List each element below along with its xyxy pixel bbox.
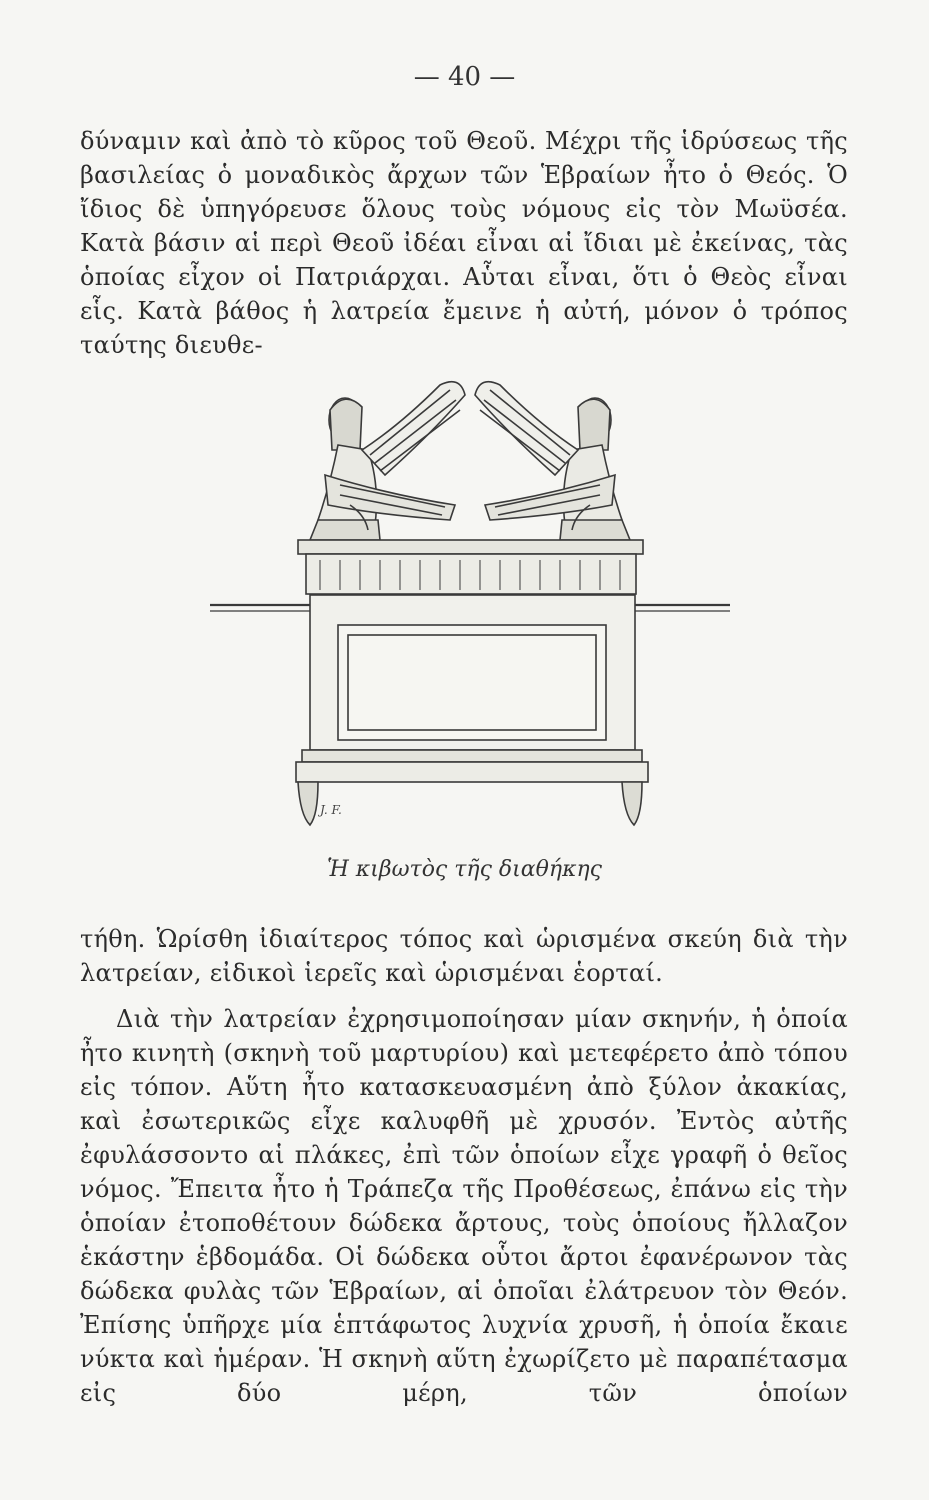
left-cherub <box>310 382 465 540</box>
paragraph-1: δύναμιν καὶ ἀπὸ τὸ κῦρος τοῦ Θεοῦ. Μέχρι τῆς ἱδρύσεως τῆς βασιλείας ὁ μοναδικὸς ἄρχων τῶν Ἑβραίων ἦτο ὁ Θεός. Ὁ ἴδιος δὲ ὑπηγόρευσε ὅλους τοὺς νόμους εἰς τὸν Μωϋσέα. Κατὰ βάσιν αἱ περὶ Θεοῦ ἰδέαι εἶναι αἱ ἴδιαι μὲ ἐκείνας, τὰς ὁποίας εἶχον οἱ Πατριάρχαι. Αὗται εἶναι, ὅτι ὁ Θεὸς εἶναι εἷς. Κατὰ βάθος ἡ λατρεία ἔμεινε ἡ αὐτή, μόνον ὁ τρόπος ταύτης διευθε- <box>80 127 848 359</box>
paragraph-2: τήθη. Ὡρίσθη ἰδιαίτερος τόπος καὶ ὡρισμένα σκεύη διὰ τὴν λατρείαν, εἰδικοὶ ἱερεῖς καὶ ὡρισμέναι ἑορταί. <box>80 925 848 987</box>
paragraph-3 <box>80 1002 848 1410</box>
left-foot <box>298 782 318 825</box>
page-number: — 40 — <box>413 62 516 92</box>
right-cherub <box>475 382 630 540</box>
ark-crown <box>306 554 636 594</box>
right-foot <box>622 782 642 825</box>
figure-caption: Ἡ κιβωτὸς τῆς διαθήκης <box>326 857 602 882</box>
paragraph-3-text: Διὰ τὴν λατρείαν ἐχρησιμοποίησαν μίαν σκηνήν, ἡ ὁποία ἦτο κινητὴ (σκηνὴ τοῦ μαρτυρίου) καὶ μετεφέρετο ἀπὸ τόπου εἰς τόπον. Αὕτη ἦτο κατασκευασμένη ἀπὸ ξύλον ἀκακίας, καὶ ἐσωτερικῶς εἶχε καλυφθῆ μὲ χρυσόν. Ἐντὸς αὐτῆς ἐφυλάσσοντο αἱ πλάκες, ἐπὶ τῶν ὁποίων εἶχε γραφῆ ὁ θεῖος νόμος. Ἔπειτα ἦτο ἡ Τράπεζα τῆς Προθέσεως, ἐπάνω εἰς τὴν ὁποίαν ἐτοποθέτουν δώδεκα ἄρτους, τοὺς ὁποίους ἤλλαζον ἑκάστην ἑβδομάδα. Οἱ δώδεκα οὗτοι ἄρτοι ἐφανέρωνον τὰς δώδεκα φυλὰς τῶν Ἑβραίων, αἱ ὁποῖαι ἐλάτρευον τὸν Θεόν. Ἐπίσης ὑπῆρχε μία ἑπτάφωτος λυχνία χρυσῆ, ἡ ὁποία ἔκαιε νύκτα καὶ ἡμέραν. Ἡ σκηνὴ αὕτη ἐχωρίζετο μὲ παραπέτασμα εἰς δύο μέρη, τῶν ὁποίων <box>80 1005 848 1407</box>
illustrator-signature: J. F. <box>320 803 342 817</box>
ark-lid <box>298 540 643 554</box>
ark-of-covenant-illustration <box>210 355 730 835</box>
